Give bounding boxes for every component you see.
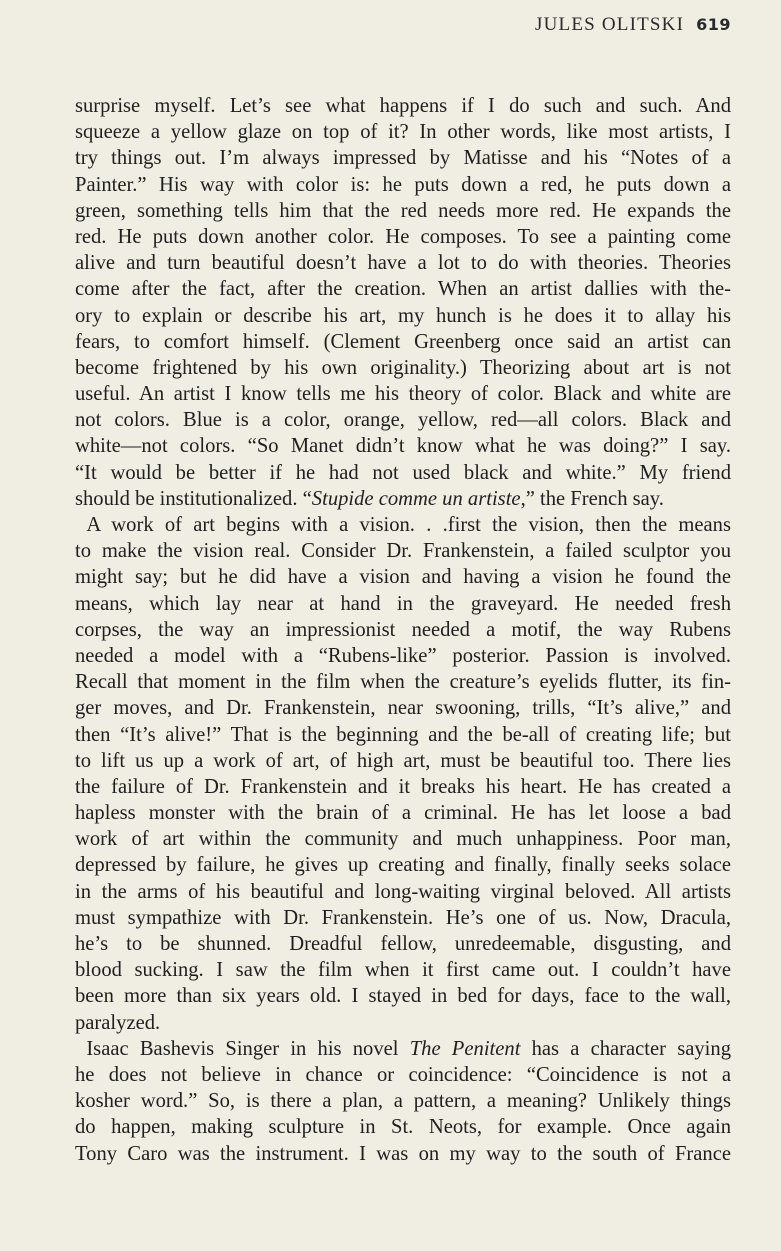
running-head-author: JULES OLITSKI [535,14,685,35]
text-line: work of art within the community and much unhappiness. Poor man, [75,828,731,851]
text-line: red. He puts down another color. He composes. To see a painting come [75,225,731,248]
text-line: not colors. Blue is a color, orange, yellow, red—all colors. Black and [75,409,731,432]
text-line: he does not believe in chance or coincidence: “Coincidence is not a [75,1063,731,1086]
text-line: he’s to be shunned. Dreadful fellow, unredeemable, disgusting, and [75,933,731,955]
text-line: do happen, making sculpture in St. Neots, for example. Once again [75,1116,731,1139]
text-line: means, which lay near at hand in the graveyard. He needed fresh [75,592,731,615]
text-run: has a character saying [520,1037,731,1060]
text-line [75,486,731,512]
text-line: ger moves, and Dr. Frankenstein, near swooning, trills, “It’s alive,” and [75,697,731,720]
text-run: should be institutionalized. “ [75,487,312,510]
text-line: fears, to comfort himself. (Clement Greenberg once said an artist can [75,330,731,353]
text-line: paralyzed. [75,1011,161,1034]
text-line: depressed by failure, he gives up creating and finally, finally seeks solace [75,854,731,877]
body-text [75,93,731,1167]
italic-phrase: Stupide comme un artiste [311,487,521,510]
text-run: ,” the French say. [520,487,664,510]
text-line: green, something tells him that the red needs more red. He expands the [75,199,731,222]
running-head [535,14,731,36]
text-line: must sympathize with Dr. Frankenstein. He’s one of us. Now, Dracula, [75,906,731,929]
text-line: then “It’s alive!” That is the beginning and the be-all of creating life; but [75,723,731,746]
text-line: become frightened by his own originality.) Theorizing about art is not [75,356,731,379]
text-line: Recall that moment in the film when the creature’s eyelids flutter, its fin- [75,671,731,694]
text-line: the failure of Dr. Frankenstein and it breaks his heart. He has created a [75,775,731,798]
text-line: surprise myself. Let’s see what happens if I do such and such. And [75,95,731,117]
text-line: try things out. I’m always impressed by Matisse and his “Notes of a [75,147,731,170]
text-line: Tony Caro was the instrument. I was on my way to the south of France [75,1142,731,1165]
text-line: corpses, the way an impressionist needed a motif, the way Rubens [75,618,731,641]
text-line: useful. An artist I know tells me his theory of color. Black and white are [75,383,731,406]
book-title: The Penitent [409,1037,521,1060]
text-line: squeeze a yellow glaze on top of it? In other words, like most artists, I [75,121,731,144]
text-line: A work of art begins with a vision. . .first the vision, then the means [86,514,731,536]
text-line: Painter.” His way with color is: he puts down a red, he puts down a [75,173,731,196]
text-line: alive and turn beautiful doesn’t have a lot to do with theories. Theories [75,252,731,275]
text-line: blood sucking. I saw the film when it first came out. I couldn’t have [75,959,731,982]
text-line: been more than six years old. I stayed in bed for days, face to the wall, [75,985,731,1008]
text-line: to lift us up a work of art, of high art, must be beautiful too. There lies [75,749,731,772]
text-line [75,1036,731,1062]
text-line: to make the vision real. Consider Dr. Frankenstein, a failed sculptor you [75,540,731,563]
text-line: kosher word.” So, is there a plan, a pattern, a meaning? Unlikely things [75,1090,731,1113]
text-line: in the arms of his beautiful and long-waiting virginal beloved. All artists [75,880,731,903]
text-line: come after the fact, after the creation. When an artist dallies with the- [75,278,731,301]
text-line: hapless monster with the brain of a criminal. He has let loose a bad [75,802,731,825]
text-line: “It would be better if he had not used black and white.” My friend [75,461,731,484]
text-line: ory to explain or describe his art, my hunch is he does it to allay his [75,304,731,327]
text-line: white—not colors. “So Manet didn’t know what he was doing?” I say. [75,435,731,458]
text-line: might say; but he did have a vision and having a vision he found the [75,566,731,589]
page-number: 619 [696,15,731,34]
text-run: Isaac Bashevis Singer in his novel [86,1037,410,1060]
text-line: needed a model with a “Rubens-like” posterior. Passion is involved. [75,644,731,667]
